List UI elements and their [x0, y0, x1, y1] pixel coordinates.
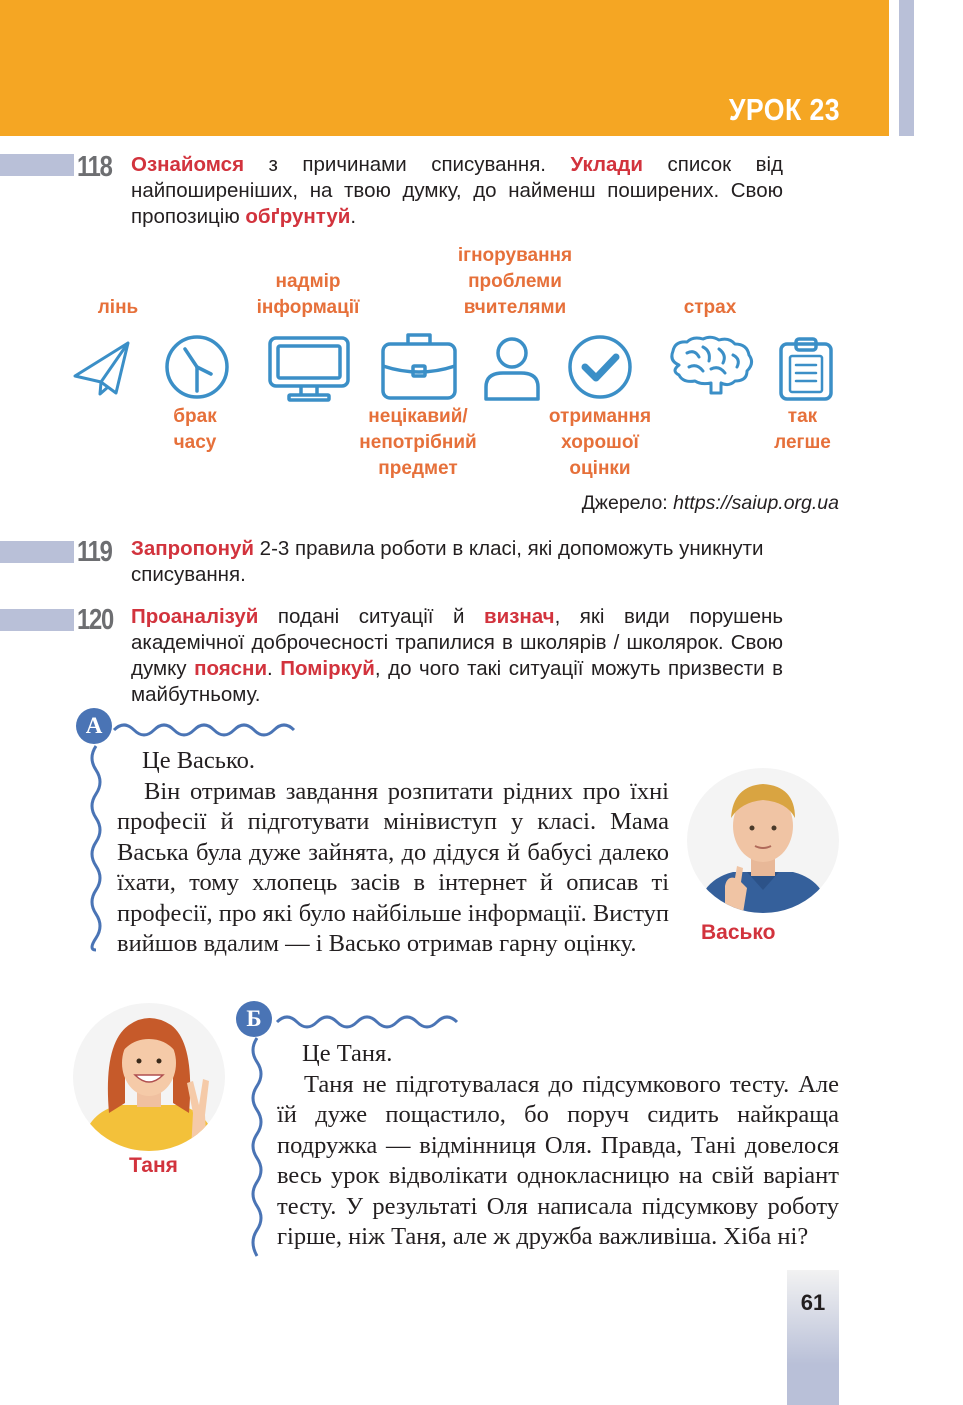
label-no-time-1: брак [173, 406, 217, 427]
label-info-overload-2: інформації [256, 297, 360, 318]
verb-consider: Поміркуй [280, 657, 375, 680]
vasko-caption: Васько [701, 921, 776, 944]
label-grade-1: отримання [548, 406, 652, 427]
checkmark-icon [566, 333, 634, 401]
label-grade-2: хорошої [561, 432, 639, 453]
story-a-badge: А [76, 708, 112, 744]
task-text-118: Ознайомся з причинами списування. Уклади список від найпоширеніших, на твою думку, до найменш поширених. Свою пропозицію обґрунтуй. [131, 153, 783, 228]
monitor-icon [267, 335, 351, 403]
page-number: 61 [800, 1290, 826, 1315]
story-a-intro: Це Васько. [142, 747, 255, 774]
brain-icon [667, 335, 755, 395]
label-lazy: лінь [97, 297, 139, 318]
label-boring-1: нецікавий/ [368, 406, 468, 427]
label-ignoring-3: вчителями [463, 297, 567, 318]
briefcase-icon [380, 330, 458, 402]
verb-compose: Уклади [570, 153, 643, 176]
label-easier-2: легше [774, 432, 831, 453]
label-grade-3: оцінки [569, 458, 631, 479]
label-info-overload-1: надмір [275, 271, 341, 292]
label-fear: страх [683, 297, 737, 318]
label-ignoring-1: ігнорування [457, 245, 573, 266]
task-text-120: Проаналізуй подані ситуації й визнач, які види порушень академічної доброчесності трапилися в школярів / школярок. Свою думку поясни. Поміркуй, до чого такі ситуації можуть призвести в майбутньому. [131, 605, 783, 706]
label-boring-3: предмет [378, 458, 458, 479]
verb-familiarize: Ознайомся [131, 153, 245, 176]
story-b-body: Таня не підготувалася до підсумкового тесту. Але їй дуже пощастило, бо поруч сидить найкраща подружка — відмінниця Оля. Правда, Тані довелося весь урок відволікати однокласницю на свій варіант тесту. У результаті Оля написала підсумкову роботу гірше, ніж Таня, але ж дружба важливіша. Хіба ні? [277, 1070, 839, 1250]
task-number-118: 118 [77, 151, 112, 183]
paper-plane-icon [72, 338, 132, 398]
clipboard-icon [778, 336, 834, 402]
tanya-photo [73, 1003, 225, 1151]
task-number-119: 119 [77, 536, 112, 568]
label-no-time-2: часу [173, 432, 217, 453]
story-b-intro: Це Таня. [302, 1040, 393, 1067]
verb-determine: визнач [483, 605, 555, 628]
task-bar-120 [0, 609, 74, 631]
label-easier-1: так [787, 406, 818, 427]
lesson-title: УРОК 23 [728, 92, 840, 127]
story-b-text [277, 1039, 839, 1253]
verb-justify: обґрунтуй [245, 205, 351, 228]
task-text-119: Запропонуй 2-3 правила роботи в класі, які допоможуть уникнути списування. [131, 537, 764, 586]
source-prefix: Джерело: [581, 492, 674, 514]
task-bar-119 [0, 541, 74, 563]
story-a-body: Він отримав завдання розпитати рідних про їхні професії й підготувати мінівиступ у класі. Мама Васька була дуже зайнята, до дідуся й бабусі далеко їхати, тому хлопець засів в інтернет й описав ті професії, про які було найбільше інформації. Виступ вийшов вдалим — і Васько отримав гарну оцінку. [117, 777, 669, 957]
verb-analyze: Проаналізуй [131, 605, 259, 628]
vasko-photo [687, 768, 839, 913]
label-boring-2: непотрібний [359, 432, 477, 453]
verb-explain: поясни [194, 657, 268, 680]
label-ignoring-2: проблеми [468, 271, 562, 292]
header-stripe [899, 0, 914, 136]
source-line [400, 492, 839, 515]
story-a-text [117, 746, 669, 960]
source-link[interactable]: https://saiup.org.ua [673, 492, 839, 514]
task-bar-118 [0, 154, 74, 176]
story-b-badge: Б [236, 1001, 272, 1037]
task-number-120: 120 [77, 604, 113, 636]
person-icon [483, 335, 541, 403]
clock-icon [163, 333, 231, 401]
verb-propose: Запропонуй [131, 537, 254, 560]
tanya-caption: Таня [129, 1154, 178, 1177]
